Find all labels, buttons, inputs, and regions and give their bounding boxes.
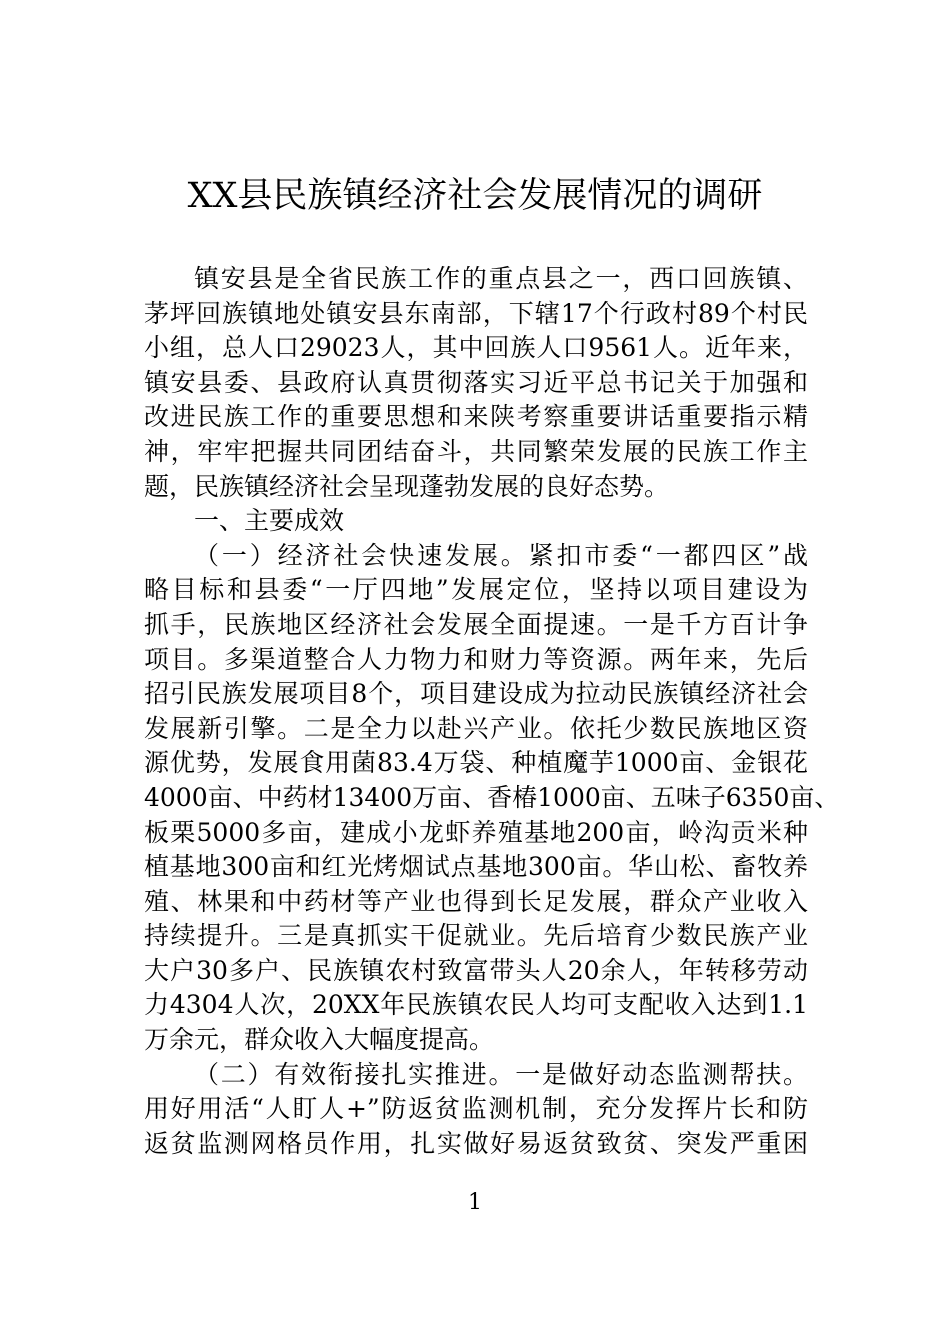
text-line: 板栗5000多亩，建成小龙虾养殖基地200亩，岭沟贡米种 <box>144 817 808 847</box>
text-line: （一）经济社会快速发展。紧扣市委“一都四区”战 <box>194 540 808 570</box>
text-line: 小组，总人口29023人，其中回族人口9561人。近年来， <box>144 333 808 363</box>
text-line: 持续提升。三是真抓实干促就业。先后培育少数民族产业 <box>144 921 808 951</box>
text-line: 抓手，民族地区经济社会发展全面提速。一是千方百计争 <box>144 609 808 639</box>
section-heading: 一、主要成效 <box>194 506 345 536</box>
text-line: 神，牢牢把握共同团结奋斗，共同繁荣发展的民族工作主 <box>144 436 808 466</box>
text-line: 改进民族工作的重要思想和来陕考察重要讲话重要指示精 <box>144 402 808 432</box>
text-line: 招引民族发展项目8个，项目建设成为拉动民族镇经济社会 <box>144 679 808 709</box>
text-line: 项目。多渠道整合人力物力和财力等资源。两年来，先后 <box>144 644 808 674</box>
text-line: 万余元，群众收入大幅度提高。 <box>144 1025 495 1055</box>
text-line: 返贫监测网格员作用，扎实做好易返贫致贫、突发严重困 <box>144 1128 808 1158</box>
text-line: 发展新引擎。二是全力以赴兴产业。依托少数民族地区资 <box>144 713 808 743</box>
text-line: 4000亩、中药材13400万亩、香椿1000亩、五味子6350亩、 <box>144 782 840 812</box>
text-line: 植基地300亩和红光烤烟试点基地300亩。华山松、畜牧养 <box>144 852 808 882</box>
text-line: 镇安县是全省民族工作的重点县之一，西口回族镇、 <box>194 264 808 293</box>
text-line: 力4304人次，20XX年民族镇农民人均可支配收入达到1.1 <box>144 990 808 1020</box>
text-line: 镇安县委、县政府认真贯彻落实习近平总书记关于加强和 <box>144 367 808 397</box>
text-line: 茅坪回族镇地处镇安县东南部，下辖17个行政村89个村民 <box>144 298 808 328</box>
text-line: 用好用活“人盯人+”防返贫监测机制，充分发挥片长和防 <box>144 1094 808 1124</box>
text-line: 源优势，发展食用菌83.4万袋、种植魔芋1000亩、金银花 <box>144 748 808 778</box>
page-number: 1 <box>468 1190 482 1215</box>
document-title: XX县民族镇经济社会发展情况的调研 <box>187 176 763 216</box>
text-line: 题，民族镇经济社会呈现蓬勃发展的良好态势。 <box>144 471 670 501</box>
text-line: 略目标和县委“一厅四地”发展定位，坚持以项目建设为 <box>144 575 808 605</box>
text-line: （二）有效衔接扎实推进。一是做好动态监测帮扶。 <box>194 1059 808 1089</box>
text-line: 殖、林果和中药材等产业也得到长足发展，群众产业收入 <box>144 886 808 916</box>
document-body <box>144 262 840 1161</box>
text-line: 大户30多户、民族镇农村致富带头人20余人，年转移劳动 <box>144 955 808 985</box>
